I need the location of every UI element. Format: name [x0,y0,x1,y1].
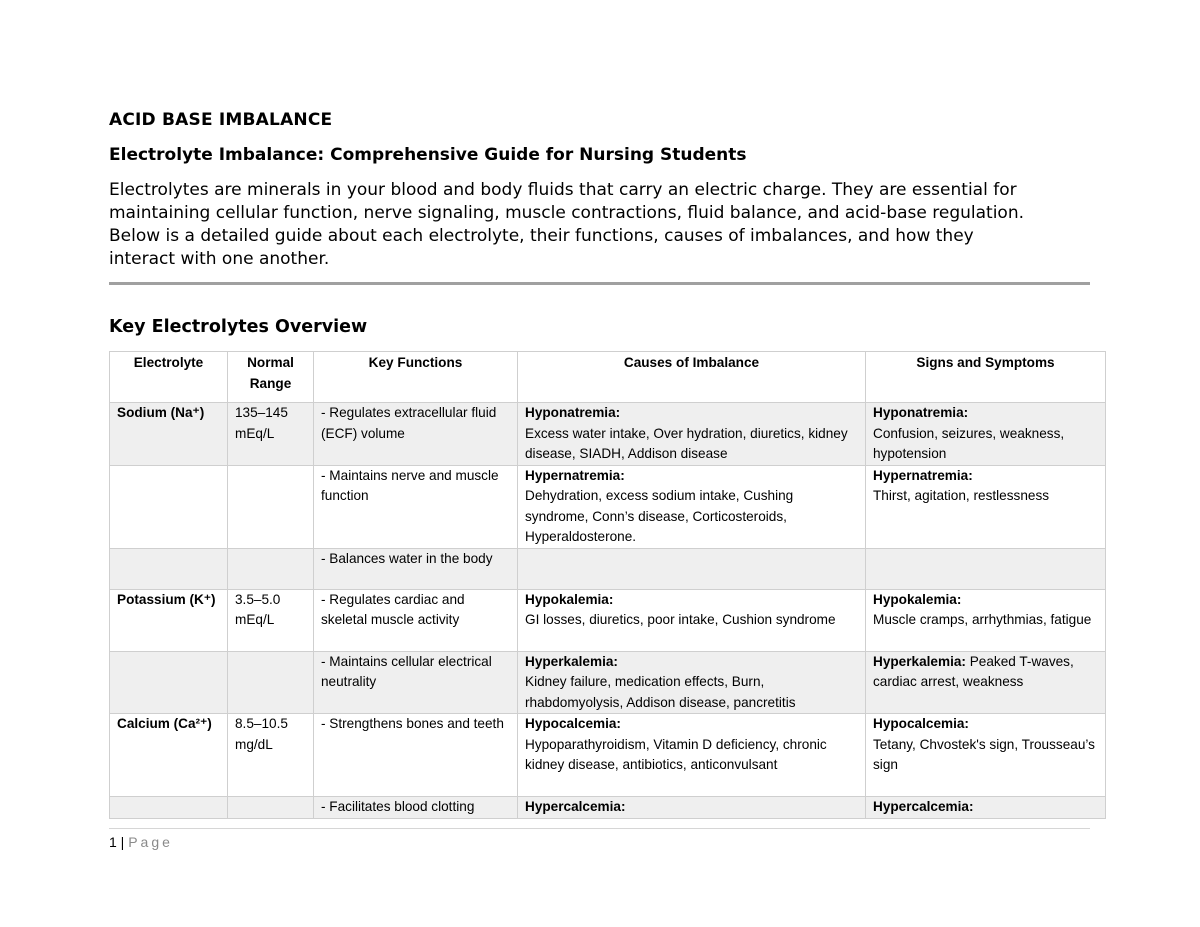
cause-cell [518,589,866,651]
cause-cell [518,465,866,548]
electrolytes-table [109,351,1106,819]
cause-title: Hypokalemia: [525,591,614,607]
range-cell [228,797,314,819]
function-cell: - Regulates cardiac and skeletal muscle activity [314,589,518,651]
symptom-title: Hypernatremia: [873,467,973,483]
function-cell: - Regulates extracellular fluid (ECF) volume [314,403,518,466]
symptom-title: Hypokalemia: [873,591,962,607]
cause-title: Hypocalcemia: [525,716,621,731]
cause-cell [518,714,866,797]
cause-text: Kidney failure, medication effects, Burn, rhabdomyolysis, Addison disease, pancretitis [525,674,796,710]
symptom-title: Hypercalcemia: [873,799,974,814]
cause-cell [518,548,866,589]
function-cell: - Maintains nerve and muscle function [314,465,518,548]
footer-divider [109,828,1090,829]
function-cell: - Balances water in the body [314,548,518,589]
cause-title: Hypercalcemia: [525,799,626,814]
cause-cell [518,651,866,714]
document-subtitle: Electrolyte Imbalance: Comprehensive Guide for Nursing Students [109,145,747,165]
symptom-text: Muscle cramps, arrhythmias, fatigue [873,612,1092,627]
intro-line: maintaining cellular function, nerve signaling, muscle contractions, fluid balance, and acid-base regulation. [109,203,1024,223]
symptom-cell [866,589,1106,651]
table-row [110,589,1106,651]
intro-line: interact with one another. [109,249,330,269]
electrolyte-cell [110,797,228,819]
cause-text: Hypoparathyroidism, Vitamin D deficiency, chronic kidney disease, antibiotics, anticonvulsant [525,736,827,772]
page-word: Page [128,834,173,850]
electrolyte-cell: Potassium (K⁺) [110,589,228,651]
symptom-text: Confusion, seizures, weakness, hypotension [873,425,1065,461]
range-cell [228,651,314,714]
cause-title: Hyponatremia: [525,405,621,420]
header-causes: Causes of Imbalance [518,352,866,403]
range-cell: 3.5–5.0 mEq/L [228,589,314,651]
symptom-cell [866,651,1106,714]
section-title: Key Electrolytes Overview [109,317,368,337]
electrolyte-cell [110,548,228,589]
range-cell: 8.5–10.5 mg/dL [228,714,314,797]
symptom-title: Hyponatremia: [873,405,969,420]
cause-text: Excess water intake, Over hydration, diuretics, kidney disease, SIADH, Addison disease [525,425,848,461]
symptom-title: Hypocalcemia: [873,716,969,731]
intro-line: Electrolytes are minerals in your blood and body fluids that carry an electric charge. They are essential for [109,180,1017,200]
electrolyte-cell: Calcium (Ca²⁺) [110,714,228,797]
cause-title: Hypernatremia: [525,467,625,483]
header-electrolyte: Electrolyte [110,352,228,403]
page-number: 1 [109,834,117,850]
header-normal-range: Normal Range [228,352,314,403]
document-title: ACID BASE IMBALANCE [109,110,333,130]
cause-title: Hyperkalemia: [525,653,618,669]
table-row [110,714,1106,797]
symptom-cell [866,548,1106,589]
horizontal-rule [109,282,1090,285]
function-cell: - Maintains cellular electrical neutrality [314,651,518,714]
table-row [110,651,1106,714]
intro-paragraph [109,179,1099,271]
range-cell [228,465,314,548]
symptom-cell [866,714,1106,797]
symptom-text: Thirst, agitation, restlessness [873,488,1050,503]
cause-text: Dehydration, excess sodium intake, Cushing syndrome, Conn’s disease, Corticosteroids, Hyperaldosterone. [525,488,794,544]
symptom-text: Peaked T-waves, cardiac arrest, weakness [873,653,1074,689]
table-row [110,403,1106,466]
cause-cell [518,403,866,466]
symptom-title: Hyperkalemia: [873,653,966,669]
symptom-cell [866,797,1106,819]
cause-text: GI losses, diuretics, poor intake, Cushion syndrome [525,612,836,627]
table-row [110,548,1106,589]
electrolyte-cell [110,651,228,714]
range-cell [228,548,314,589]
intro-line: Below is a detailed guide about each electrolyte, their functions, causes of imbalances, and how they [109,226,974,246]
electrolyte-cell: Sodium (Na⁺) [110,403,228,466]
cause-cell [518,797,866,819]
function-cell: - Strengthens bones and teeth [314,714,518,797]
function-cell: - Facilitates blood clotting [314,797,518,819]
range-cell: 135–145 mEq/L [228,403,314,466]
header-symptoms: Signs and Symptoms [866,352,1106,403]
symptom-cell [866,403,1106,466]
symptom-text: Tetany, Chvostek's sign, Trousseau’s sign [873,736,1095,772]
table-row [110,465,1106,548]
footer-separator: | [116,834,129,850]
page-footer [109,834,173,850]
table-row [110,797,1106,819]
header-key-functions: Key Functions [314,352,518,403]
symptom-cell [866,465,1106,548]
electrolyte-cell [110,465,228,548]
